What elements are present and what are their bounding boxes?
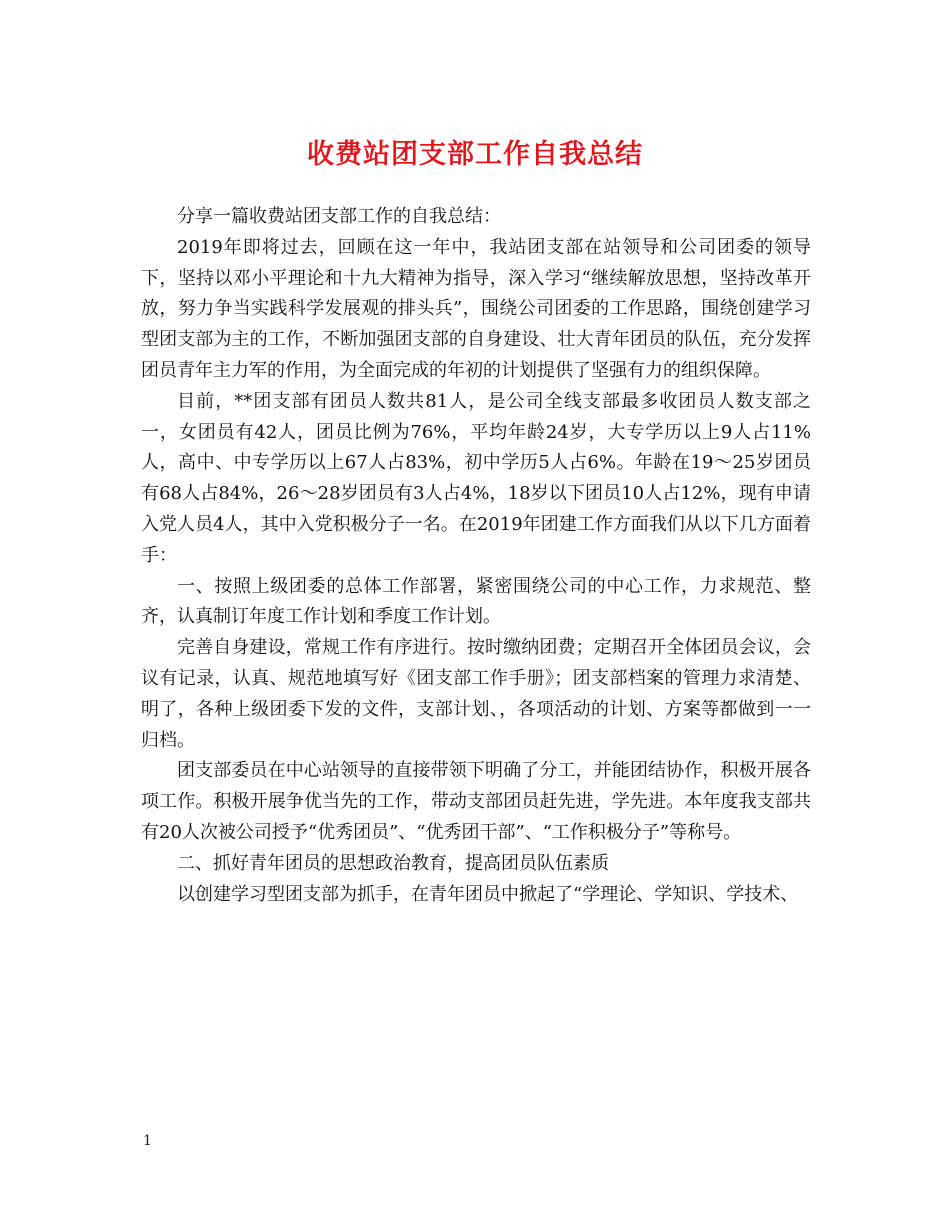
page-number: 1 [143, 1133, 152, 1149]
paragraph-overview: 2019年即将过去，回顾在这一年中，我站团支部在站领导和公司团委的领导下，坚持以邓小平理论和十九大精神为指导，深入学习“继续解放思想，坚持改革开放，努力争当实践科学发展观的排头兵”，围绕公司团委的工作思路，围绕创建学习型团支部为主的工作，不断加强团支部的自身建设、壮大青年团员的队伍，充分发挥团员青年主力军的作用，为全面完成的年初的计划提供了坚强有力的组织保障。 [141, 236, 811, 381]
paragraph-section-two: 二、抓好青年团员的思想政治教育，提高团员队伍素质 [177, 852, 609, 874]
paragraph-self-building: 完善自身建设，常规工作有序进行。按时缴纳团费；定期召开全体团员会议，会议有记录，认真、规范地填写好《团支部工作手册》；团支部档案的管理力求清楚、明了，各种上级团委下发的文件，支部计划、，各项活动的计划、方案等都做到一一归档。 [141, 637, 811, 751]
paragraph-learning: 以创建学习型团支部为抓手，在青年团员中掀起了“学理论、学知识、学技术、 [177, 883, 799, 905]
document-body [141, 202, 811, 910]
paragraph-intro: 分享一篇收费站团支部工作的自我总结： [177, 206, 501, 227]
paragraph-committee-work: 团支部委员在中心站领导的直接带领下明确了分工，并能团结协作，积极开展各项工作。积极开展争优当先的工作，带动支部团员赶先进，学先进。本年度我支部共有20人次被公司授予“优秀团员”、“优秀团干部”、“工作积极分子”等称号。 [141, 760, 811, 843]
paragraph-statistics: 目前，**团支部有团员人数共81人，是公司全线支部最多收团员人数支部之一，女团员有42人，团员比例为76%，平均年龄24岁，大专学历以上9人占11%人，高中、中专学历以上67人占83%，初中学历5人占6%。年龄在19～25岁团员有68人占84%，26～28岁团员有3人占4%，18岁以下团员10人占12%，现有申请入党人员4人，其中入党积极分子一名。在2019年团建工作方面我们从以下几方面着手： [141, 390, 811, 566]
paragraph-section-one: 一、按照上级团委的总体工作部署，紧密围绕公司的中心工作，力求规范、整齐，认真制订年度工作计划和季度工作计划。 [141, 575, 811, 628]
document-title: 收费站团支部工作自我总结 [307, 139, 643, 170]
